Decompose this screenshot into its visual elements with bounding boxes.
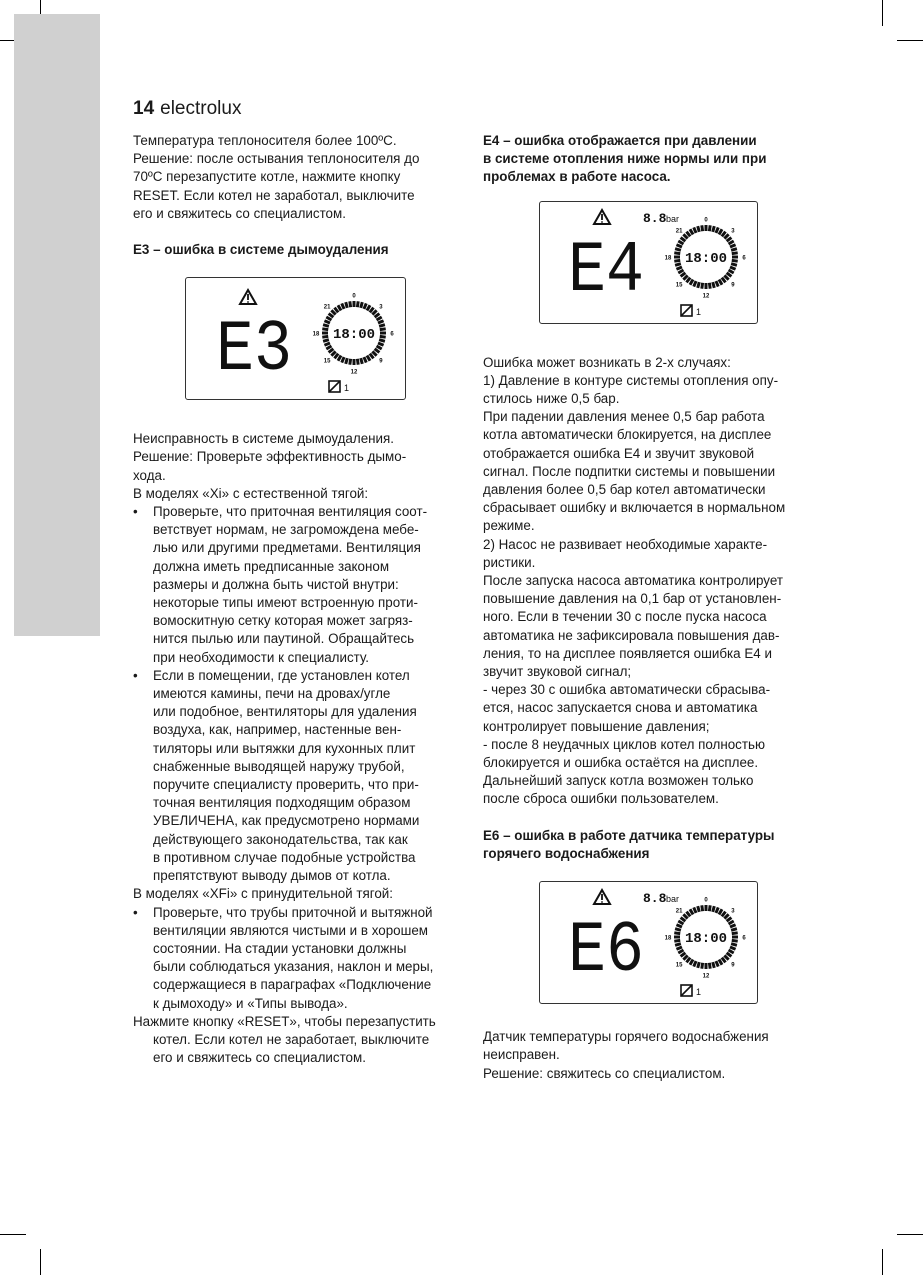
dial-segment (713, 282, 715, 288)
dial-segment (323, 340, 329, 342)
dial-segment (364, 304, 366, 310)
page-header (133, 98, 241, 120)
dial-segment (675, 263, 681, 265)
dial-label: 12 (350, 369, 358, 376)
dial-segment (676, 947, 682, 949)
dial-segment (378, 343, 384, 345)
dial-segment (687, 231, 691, 236)
zone-square-icon (681, 985, 692, 996)
dial-segment (731, 248, 737, 250)
dial-segment (676, 925, 682, 927)
dial-segment (716, 961, 718, 967)
dial-segment (678, 270, 683, 273)
left-column (133, 132, 463, 1067)
crop-mark (882, 1249, 883, 1275)
dial-segment (375, 349, 380, 353)
dial-segment (713, 906, 715, 912)
dial-label: 12 (702, 293, 710, 300)
dial-segment (674, 940, 680, 941)
page-number: 14 (133, 98, 155, 119)
crop-mark (897, 40, 923, 41)
dial-segment (380, 329, 386, 330)
dial-segment (698, 226, 700, 232)
dial-segment (731, 263, 737, 265)
dial-segment (719, 909, 722, 914)
dial-segment (681, 237, 686, 241)
dial-segment (729, 921, 734, 924)
dial-segment (342, 357, 344, 363)
dial-segment (331, 311, 335, 315)
dial-segment (364, 357, 366, 363)
dial-label: 6 (742, 255, 746, 262)
zone-square-icon (329, 381, 340, 392)
e3-heading: Е3 – ошибка в системе дымоудаления (133, 242, 389, 258)
bullet-symbol: • (133, 667, 138, 683)
dial-segment (727, 953, 732, 957)
dial-segment (683, 914, 687, 918)
dial-segment (690, 960, 693, 965)
dial-segment (375, 314, 380, 318)
crop-mark (0, 1234, 26, 1235)
dial-segment (690, 279, 693, 284)
e3-display (185, 277, 406, 400)
dial-label: 3 (731, 228, 735, 235)
dial-segment (732, 252, 738, 253)
dial-segment (674, 933, 680, 934)
dial-segment (719, 960, 722, 965)
dial-segment (698, 906, 700, 912)
dial-segment (377, 317, 382, 320)
dial-segment (676, 244, 682, 246)
dial-label: 18 (312, 331, 320, 338)
dial-segment (687, 912, 691, 917)
dial-segment (716, 281, 718, 287)
e3-description: Неисправность в системе дымоудаления. Решение: Проверьте эффективность дымо- хода. В моделях «Xi» с естественной тягой: (133, 431, 407, 501)
dial-segment (687, 958, 691, 963)
dial-segment (342, 304, 344, 310)
dial-segment (730, 267, 736, 269)
dial-segment (335, 308, 339, 313)
dial-segment (322, 337, 328, 338)
dial-segment (730, 947, 736, 949)
bullet-text: Если в помещении, где установлен котел имеются камины, печи на дровах/угле или подобное, вентиляторы для удаления воздуха, как, например, настенные вен- тиляторы или вытяжки для кухонных плит снабженные выводящей наружу трубой, поручите специалисту проверить, что при- точная вентиляция подходящим образом УВЕЛИЧЕНА, как предусмотрено нормами действующего законодательства, так как в противном случае подобные устройства препятствуют выводу дымов от котла. (153, 667, 420, 884)
dial-segment (702, 225, 703, 231)
error-code: E6 (568, 910, 644, 993)
dial-segment (326, 346, 331, 349)
dial-segment (722, 231, 726, 236)
bullet-symbol: • (133, 904, 138, 920)
dial-label: 0 (704, 217, 708, 224)
dial-segment (367, 306, 370, 311)
dial-segment (338, 356, 341, 361)
dial-label: 9 (731, 281, 735, 288)
crop-mark (40, 1249, 41, 1275)
dial-segment (379, 340, 385, 342)
dial-segment (379, 325, 385, 327)
warning-triangle-icon (594, 210, 610, 224)
dial-segment (674, 252, 680, 253)
dial-segment (727, 272, 732, 276)
bullet-text: Проверьте, что приточная вентиляция соот- ветствует нормам, не загромождена мебе- лью или другими предметами. Вентиляция должна иметь предписанные законом размеры и должна быть чистой внутри: некоторые типы имеют встроенную проти- вомоскитную сетку которая может загряз- нится пылью или паутиной. Обращайтесь при необходимости к специалисту. (153, 504, 428, 665)
side-tab (14, 14, 100, 636)
error-code: E4 (568, 229, 644, 312)
dial-label: 21 (675, 908, 683, 915)
dial-label: 15 (675, 281, 683, 288)
dial-label: 21 (323, 304, 331, 311)
clock-time: 18:00 (332, 327, 376, 344)
dial-segment (335, 354, 339, 359)
dial-segment (683, 234, 687, 238)
dial-segment (702, 905, 703, 911)
e6-display (539, 881, 758, 1004)
bullet-text: Проверьте, что трубы приточной и вытяжной вентиляции являются чистыми и в хорошем состоянии. На стадии установки должны были соблюдаться указания, наклон и меры, содержащиеся в параграфах «Подключение к дымоходу» и «Типы вывода». (153, 904, 434, 1011)
dial-segment (324, 321, 330, 323)
e4-description: Ошибка может возникать в 2-х случаях: 1) Давление в контуре системы отопления опу- стилось ниже 0,5 бар. При падении давления менее 0,5 бар работа котла автоматически блокируется, на дисплее отображается ошибка Е4 и звучит звуковой сигнал. После подпитки системы и повышении давления более 0,5 бар котел автоматически сбрасывает ошибку и включается в нормальном режиме. 2) Насос не развивает необходимые характе- ристики. После запуска насоса автоматика контролирует повышение давления на 0,1 бар от установлен- ного. Если в течении 30 с после пуска насоса автоматика не зафиксировала повышения дав- ления, то на дисплее появляется ошибка Е4 и звучит звуковой сигнал; - через 30 с ошибка автоматически сбрасыва- ется, насос запускается снова и автоматика контролирует повышение давления; - после 8 неудачных циклов котел полностью блокируется и ошибка остаётся на дисплее. Дальнейший запуск котла возможен только после сброса ошибки пользователем. (483, 354, 786, 807)
dial-segment (694, 908, 696, 914)
dial-segment (719, 229, 722, 234)
dial-segment (709, 905, 710, 911)
dial-label: 6 (742, 935, 746, 942)
pressure-value: 8.8 (643, 210, 667, 226)
dial-segment (730, 925, 736, 927)
dial-label: 6 (390, 331, 394, 338)
dial-segment (378, 321, 384, 323)
xfi-line: В моделях «XFi» с принудительной тягой: (133, 886, 393, 902)
dial-segment (357, 301, 358, 307)
dial-segment (329, 314, 334, 318)
dial-segment (674, 260, 680, 261)
dial-label: 9 (379, 358, 383, 365)
clock-time: 18:00 (684, 250, 728, 267)
dial-segment (681, 272, 686, 276)
dial-label: 9 (731, 962, 735, 969)
dial-segment (729, 950, 734, 953)
dial-segment (722, 277, 726, 282)
dial-segment (683, 275, 687, 279)
warning-triangle-icon (240, 290, 256, 304)
dial-segment (346, 302, 348, 308)
dial-segment (370, 354, 374, 359)
dial-segment (719, 279, 722, 284)
error-code: E3 (216, 309, 292, 392)
dial-segment (370, 308, 374, 313)
e4-heading: Е4 – ошибка отображается при давлении в системе отопления ниже нормы или при проблемах в работе насоса. (483, 133, 767, 185)
dial-segment (727, 237, 732, 241)
crop-mark (882, 0, 883, 26)
dial-segment (698, 282, 700, 288)
dial-segment (709, 225, 710, 231)
dial-label: 21 (675, 228, 683, 235)
dial-segment (675, 944, 681, 946)
dial-segment (709, 963, 710, 969)
dial-segment (729, 241, 734, 244)
intro-paragraph: Температура теплоносителя более 100ºС. Решение: после остывания теплоносителя до 70ºС перезапустите котле, нажмите кнопку RESET. Если котел не заработал, выключите его и свяжитесь со специалистом. (133, 133, 420, 221)
dial-segment (380, 337, 386, 338)
dial-label: 3 (731, 908, 735, 915)
dial-segment (372, 352, 376, 356)
dial-label: 3 (379, 304, 383, 311)
dial-segment (675, 929, 681, 931)
dial-label: 15 (323, 358, 331, 365)
e6-heading: Е6 – ошибка в работе датчика температуры горячего водоснабжения (483, 827, 775, 861)
bullet-item (133, 503, 463, 667)
dial-segment (698, 962, 700, 968)
dial-segment (731, 929, 737, 931)
dial-segment (716, 908, 718, 914)
warning-triangle-icon (594, 890, 610, 904)
dial-label: 0 (704, 897, 708, 904)
dial-segment (713, 226, 715, 232)
dial-segment (678, 241, 683, 244)
dial-segment (709, 282, 710, 288)
dial-segment (326, 317, 331, 320)
dial-segment (722, 958, 726, 963)
dial-label: 18 (664, 255, 672, 262)
dial-segment (346, 358, 348, 364)
dial-segment (675, 248, 681, 250)
dial-segment (731, 944, 737, 946)
reset-paragraph: Нажмите кнопку «RESET», чтобы перезапустить котел. Если котел не заработает, выключите его и свяжитесь со специалистом. (133, 1013, 436, 1066)
dial-segment (732, 260, 738, 261)
dial-segment (694, 227, 696, 233)
dial-segment (372, 311, 376, 315)
e6-description: Датчик температуры горячего водоснабжения неисправен. Решение: свяжитесь со специалистом. (483, 1029, 769, 1081)
dial-segment (729, 270, 734, 273)
dial-segment (350, 359, 351, 365)
dial-label: 0 (352, 293, 356, 300)
dial-segment (724, 275, 728, 279)
clock-time: 18:00 (684, 931, 728, 948)
dial-segment (678, 921, 683, 924)
dial-segment (329, 349, 334, 353)
dial-segment (694, 961, 696, 967)
dial-segment (676, 267, 682, 269)
dial-segment (724, 234, 728, 238)
dial-segment (322, 329, 328, 330)
dial-segment (350, 301, 351, 307)
dial-segment (687, 277, 691, 282)
dial-segment (331, 352, 335, 356)
dial-segment (724, 914, 728, 918)
pressure-unit: bar (666, 894, 680, 905)
dial-segment (724, 955, 728, 959)
zone-square-icon (681, 305, 692, 316)
dial-segment (716, 227, 718, 233)
dial-segment (324, 343, 330, 345)
pressure-value: 8.8 (643, 891, 667, 907)
dial-segment (727, 918, 732, 922)
brand-name: electrolux (160, 98, 242, 119)
dial-segment (361, 358, 363, 364)
dial-segment (690, 909, 693, 914)
bullet-item (133, 667, 463, 885)
dial-segment (361, 302, 363, 308)
zone-level: 1 (696, 987, 702, 998)
dial-segment (713, 962, 715, 968)
dial-segment (681, 918, 686, 922)
dial-segment (732, 940, 738, 941)
zone-level: 1 (344, 383, 350, 394)
dial-segment (681, 953, 686, 957)
dial-label: 15 (675, 962, 683, 969)
dial-segment (702, 963, 703, 969)
dial-segment (678, 950, 683, 953)
dial-segment (377, 346, 382, 349)
pressure-unit: bar (666, 213, 680, 224)
dial-segment (722, 912, 726, 917)
e4-display (539, 201, 758, 324)
dial-segment (683, 955, 687, 959)
dial-segment (690, 229, 693, 234)
dial-segment (367, 356, 370, 361)
crop-mark (897, 1234, 923, 1235)
dial-segment (702, 282, 703, 288)
dial-segment (338, 306, 341, 311)
bullet-item (133, 904, 463, 1013)
dial-label: 12 (702, 973, 710, 980)
dial-label: 18 (664, 935, 672, 942)
dial-segment (357, 359, 358, 365)
bullet-symbol: • (133, 504, 138, 520)
dial-segment (730, 244, 736, 246)
zone-level: 1 (696, 306, 702, 317)
dial-segment (694, 281, 696, 287)
dial-segment (732, 933, 738, 934)
right-column (483, 132, 823, 1083)
dial-segment (323, 325, 329, 327)
